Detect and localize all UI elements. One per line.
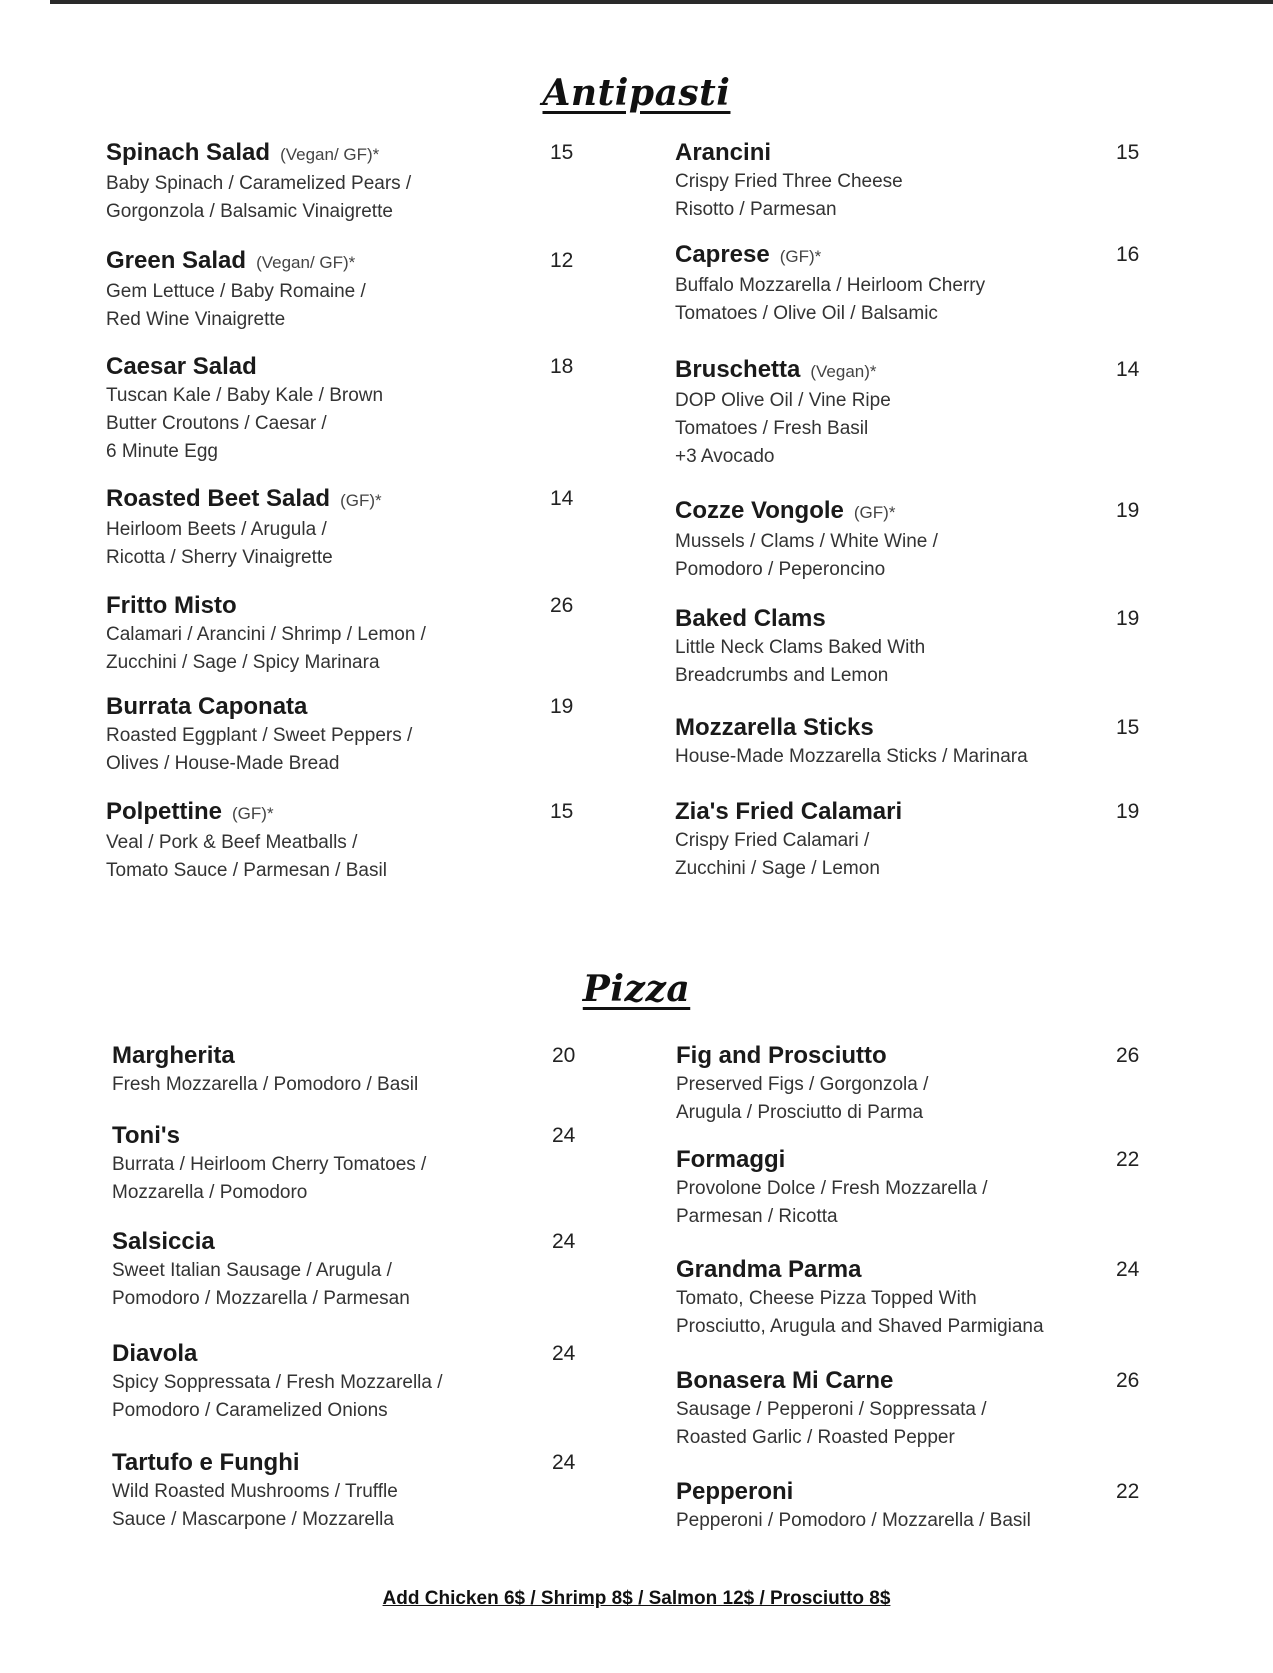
menu-item-dietary-tag: (GF)* <box>340 491 382 510</box>
top-border <box>50 0 1273 4</box>
menu-item-price: 15 <box>550 800 574 823</box>
menu-item <box>676 1041 928 1127</box>
menu-item-description: Tuscan Kale / Baby Kale / Brown Butter Croutons / Caesar / 6 Minute Egg <box>106 385 384 462</box>
menu-item-description: Roasted Eggplant / Sweet Peppers / Olives / House-Made Bread <box>106 725 413 774</box>
menu-item-dietary-tag: (Vegan/ GF)* <box>280 145 380 164</box>
menu-item-header <box>675 138 903 168</box>
menu-item-name: Diavola <box>112 1340 198 1367</box>
menu-item <box>112 1448 398 1534</box>
menu-item-price: 24 <box>552 1124 576 1147</box>
menu-item <box>675 240 985 328</box>
menu-item-header <box>675 355 891 387</box>
menu-item-description: Preserved Figs / Gorgonzola / Arugula / Prosciutto di Parma <box>676 1074 929 1123</box>
menu-item <box>106 692 412 778</box>
menu-item-name: Salsiccia <box>112 1228 215 1255</box>
menu-item-description: Tomato, Cheese Pizza Topped With Prosciutto, Arugula and Shaved Parmigiana <box>676 1288 1044 1337</box>
menu-item <box>112 1339 443 1425</box>
menu-item-description: Fresh Mozzarella / Pomodoro / Basil <box>112 1074 419 1095</box>
menu-item-price: 24 <box>1116 1258 1140 1281</box>
menu-item <box>675 797 902 883</box>
menu-item-price: 19 <box>1116 800 1140 823</box>
menu-item <box>675 713 1028 771</box>
menu-item-name: Mozzarella Sticks <box>675 714 874 741</box>
menu-item-price: 15 <box>550 141 574 164</box>
menu-item-price: 22 <box>1116 1480 1140 1503</box>
menu-item-description: Veal / Pork & Beef Meatballs / Tomato Sauce / Parmesan / Basil <box>106 832 387 881</box>
menu-item <box>675 496 938 584</box>
menu-item <box>112 1041 418 1099</box>
menu-item-header <box>676 1255 1044 1285</box>
menu-item <box>106 797 387 885</box>
menu-item-dietary-tag: (GF)* <box>779 247 822 266</box>
menu-item-name: Zia's Fried Calamari <box>675 798 903 825</box>
menu-item-header <box>112 1227 410 1257</box>
menu-item-description: Crispy Fried Calamari / Zucchini / Sage / Lemon <box>675 830 880 879</box>
menu-item-description: DOP Olive Oil / Vine Ripe Tomatoes / Fresh Basil +3 Avocado <box>675 390 891 467</box>
menu-item-description: Pepperoni / Pomodoro / Mozzarella / Basil <box>676 1510 1031 1531</box>
menu-item-name: Bonasera Mi Carne <box>676 1367 894 1394</box>
menu-item-header <box>676 1366 987 1396</box>
menu-item-dietary-tag: (Vegan/ GF)* <box>256 253 356 272</box>
menu-item-header <box>106 138 411 170</box>
menu-item <box>106 484 382 572</box>
menu-item-price: 26 <box>1116 1369 1140 1392</box>
menu-item-name: Fig and Prosciutto <box>676 1042 887 1069</box>
menu-item-description: Sweet Italian Sausage / Arugula / Pomodoro / Mozzarella / Parmesan <box>112 1260 410 1309</box>
menu-item-header <box>112 1121 426 1151</box>
menu-item-header <box>676 1477 1031 1507</box>
menu-item-header <box>675 797 902 827</box>
menu-item-price: 24 <box>552 1230 576 1253</box>
menu-item <box>675 355 891 471</box>
menu-item-description: Sausage / Pepperoni / Soppressata / Roasted Garlic / Roasted Pepper <box>676 1399 987 1448</box>
menu-item-description: Burrata / Heirloom Cherry Tomatoes / Mozzarella / Pomodoro <box>112 1154 427 1203</box>
menu-item-header <box>675 713 1028 743</box>
menu-item-name: Tartufo e Funghi <box>112 1449 300 1476</box>
menu-item-price: 22 <box>1116 1148 1140 1171</box>
menu-item-price: 14 <box>1116 358 1140 381</box>
menu-item-name: Cozze Vongole <box>675 497 844 524</box>
menu-item-header <box>112 1448 398 1478</box>
menu-item-name: Fritto Misto <box>106 592 237 619</box>
menu-item-name: Burrata Caponata <box>106 693 308 720</box>
menu-item-name: Roasted Beet Salad <box>106 485 331 512</box>
menu-item-price: 18 <box>550 355 574 378</box>
menu-item <box>676 1255 1044 1341</box>
menu-item-price: 19 <box>1116 607 1140 630</box>
menu-item-description: Spicy Soppressata / Fresh Mozzarella / Pomodoro / Caramelized Onions <box>112 1372 443 1421</box>
menu-item-price: 12 <box>550 249 574 272</box>
menu-item-name: Bruschetta <box>675 356 801 383</box>
menu-item-name: Green Salad <box>106 247 247 274</box>
menu-item-name: Baked Clams <box>675 605 826 632</box>
menu-item-name: Formaggi <box>676 1146 786 1173</box>
menu-item-header <box>675 496 938 528</box>
section-title-antipasti: Antipasti <box>542 72 731 114</box>
menu-item <box>106 352 383 466</box>
menu-item-name: Margherita <box>112 1042 235 1069</box>
menu-item-description: House-Made Mozzarella Sticks / Marinara <box>675 746 1028 767</box>
menu-item-header <box>112 1339 443 1369</box>
menu-item-name: Toni's <box>112 1122 180 1149</box>
addons-note: Add Chicken 6$ / Shrimp 8$ / Salmon 12$ / Prosciutto 8$ <box>382 1588 891 1609</box>
menu-item-header <box>106 692 412 722</box>
menu-item-price: 20 <box>552 1044 576 1067</box>
menu-item <box>675 604 925 690</box>
menu-item <box>106 138 411 226</box>
menu-item-price: 19 <box>550 695 574 718</box>
menu-item-description: Provolone Dolce / Fresh Mozzarella / Parmesan / Ricotta <box>676 1178 988 1227</box>
menu-item-price: 24 <box>552 1342 576 1365</box>
menu-item-header <box>106 246 366 278</box>
menu-item-name: Spinach Salad <box>106 139 271 166</box>
menu-item-description: Mussels / Clams / White Wine / Pomodoro / Peperoncino <box>675 531 938 580</box>
menu-item-header <box>112 1041 418 1071</box>
menu-item-header <box>676 1041 928 1071</box>
menu-item-price: 24 <box>552 1451 576 1474</box>
menu-item <box>676 1477 1031 1535</box>
menu-item-header <box>675 240 985 272</box>
menu-item-name: Arancini <box>675 139 772 166</box>
menu-item-description: Little Neck Clams Baked With Breadcrumbs and Lemon <box>675 637 926 686</box>
menu-item-price: 19 <box>1116 499 1140 522</box>
menu-item-header <box>676 1145 988 1175</box>
menu-item-dietary-tag: (Vegan)* <box>810 362 877 381</box>
menu-item-dietary-tag: (GF)* <box>853 503 896 522</box>
menu-item-header <box>106 352 383 382</box>
menu-item <box>676 1145 988 1231</box>
menu-item-name: Caprese <box>675 241 770 268</box>
menu-item-price: 16 <box>1116 243 1140 266</box>
menu-item-description: Heirloom Beets / Arugula / Ricotta / Sherry Vinaigrette <box>106 519 333 568</box>
menu-item <box>106 591 426 677</box>
menu-item-description: Gem Lettuce / Baby Romaine / Red Wine Vinaigrette <box>106 281 366 330</box>
menu-item-description: Baby Spinach / Caramelized Pears / Gorgonzola / Balsamic Vinaigrette <box>106 173 412 222</box>
menu-item-price: 14 <box>550 487 574 510</box>
menu-item-description: Wild Roasted Mushrooms / Truffle Sauce / Mascarpone / Mozzarella <box>112 1481 398 1530</box>
menu-item <box>675 138 903 224</box>
menu-item-header <box>106 591 426 621</box>
menu-item <box>112 1227 410 1313</box>
menu-item <box>676 1366 987 1452</box>
menu-item-price: 26 <box>550 594 574 617</box>
menu-item-description: Buffalo Mozzarella / Heirloom Cherry Tomatoes / Olive Oil / Balsamic <box>675 275 986 324</box>
menu-item-dietary-tag: (GF)* <box>232 804 274 823</box>
menu-item <box>112 1121 426 1207</box>
menu-item-header <box>106 484 382 516</box>
menu-item-name: Caesar Salad <box>106 353 257 380</box>
menu-item-header <box>106 797 387 829</box>
menu-item-description: Calamari / Arancini / Shrimp / Lemon / Zucchini / Sage / Spicy Marinara <box>106 624 426 673</box>
menu-item <box>106 246 366 334</box>
menu-item-name: Grandma Parma <box>676 1256 862 1283</box>
menu-item-name: Polpettine <box>106 798 223 825</box>
menu-item-price: 26 <box>1116 1044 1140 1067</box>
section-title-pizza: Pizza <box>582 968 691 1010</box>
menu-item-name: Pepperoni <box>676 1478 794 1505</box>
menu-item-price: 15 <box>1116 141 1140 164</box>
menu-item-description: Crispy Fried Three Cheese Risotto / Parmesan <box>675 171 903 220</box>
menu-item-header <box>675 604 925 634</box>
menu-item-price: 15 <box>1116 716 1140 739</box>
